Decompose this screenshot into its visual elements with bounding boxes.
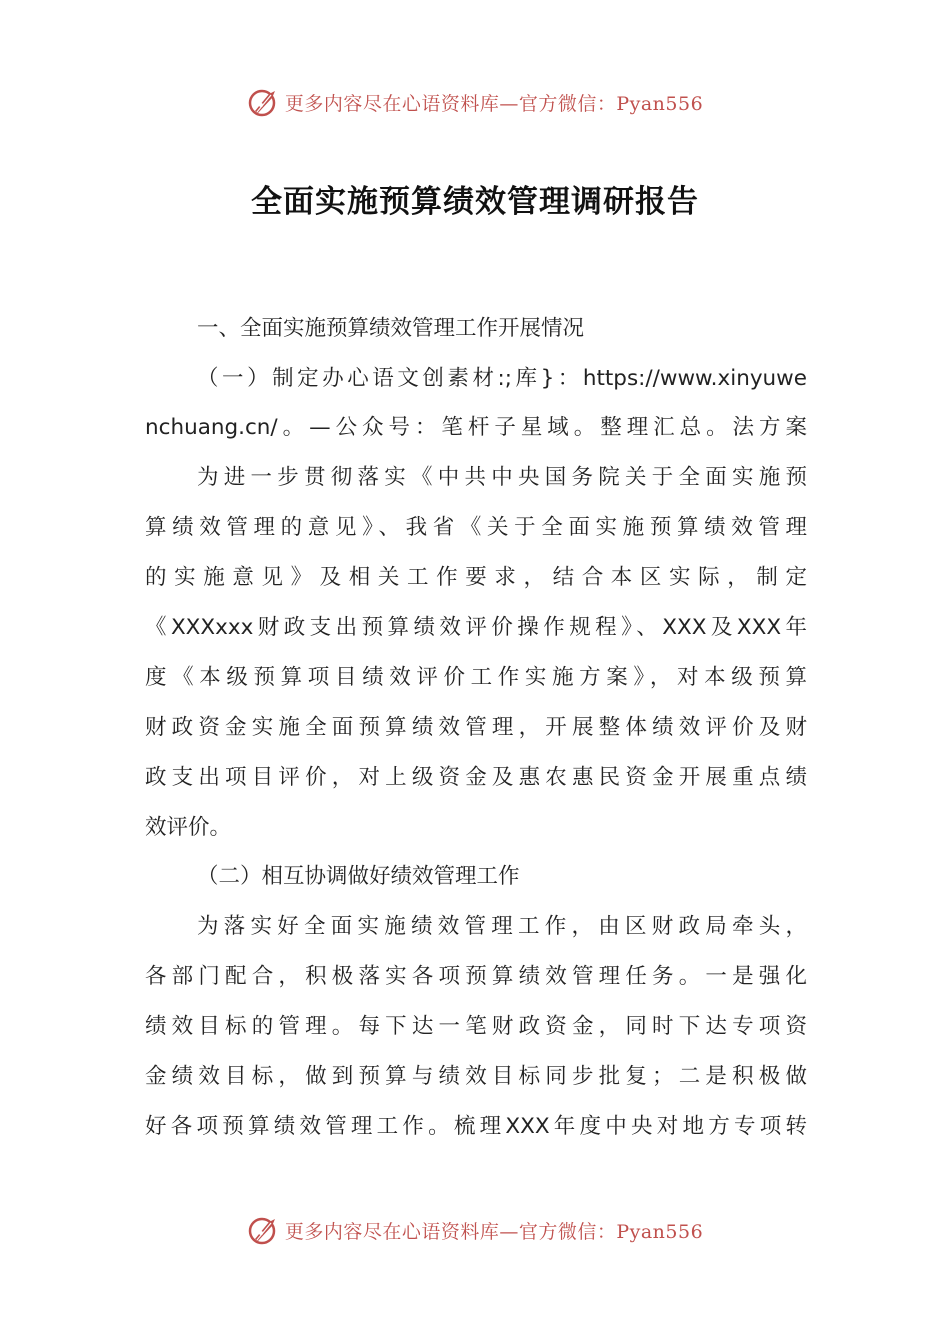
paragraph-line: 算绩效管理的意见》、我省《关于全面实施预算绩效管理 [145,515,807,540]
watermark-text: 更多内容尽在心语资料库—官方微信：Pyan556 [284,92,704,115]
footer-watermark [0,1210,950,1250]
watermark-text: 更多内容尽在心语资料库—官方微信：Pyan556 [284,1220,704,1243]
paragraph-line: 度《本级预算项目绩效评价工作实施方案》，对本级预算 [145,665,807,690]
pen-nib-logo-icon [247,85,281,119]
paragraph-line: 为进一步贯彻落实《中共中央国务院关于全面实施预 [197,465,807,490]
paragraph-line: 为落实好全面实施绩效管理工作，由区财政局牵头， [197,914,807,939]
subheading-1: （一）制定办心语文创素材:;库}：https://www.xinyuwe [197,366,807,391]
subheading-2: （二）相互协调做好绩效管理工作 [197,864,520,889]
paragraph-line: 《XXXxxx财政支出预算绩效评价操作规程》、XXX及XXX年 [145,615,807,640]
paragraph-line: nchuang.cn/。—公众号：笔杆子星域。整理汇总。法方案 [145,415,807,440]
paragraph-line: 政支出项目评价，对上级资金及惠农惠民资金开展重点绩 [145,765,807,790]
paragraph-line: 绩效目标的管理。每下达一笔财政资金，同时下达专项资 [145,1014,807,1039]
pen-nib-logo-icon [247,1213,281,1247]
paragraph-line: 好各项预算绩效管理工作。梳理XXX年度中央对地方专项转 [145,1114,807,1139]
paragraph-line: 财政资金实施全面预算绩效管理，开展整体绩效评价及财 [145,715,807,740]
document-title: 全面实施预算绩效管理调研报告 [251,184,699,220]
paragraph-line: 各部门配合，积极落实各项预算绩效管理任务。一是强化 [145,964,807,989]
header-watermark [0,82,950,122]
heading-section-1: 一、全面实施预算绩效管理工作开展情况 [197,316,585,341]
paragraph-line: 金绩效目标，做到预算与绩效目标同步批复；二是积极做 [145,1064,807,1089]
paragraph-line: 的实施意见》及相关工作要求，结合本区实际，制定 [145,565,807,590]
paragraph-line: 效评价。 [145,815,232,840]
